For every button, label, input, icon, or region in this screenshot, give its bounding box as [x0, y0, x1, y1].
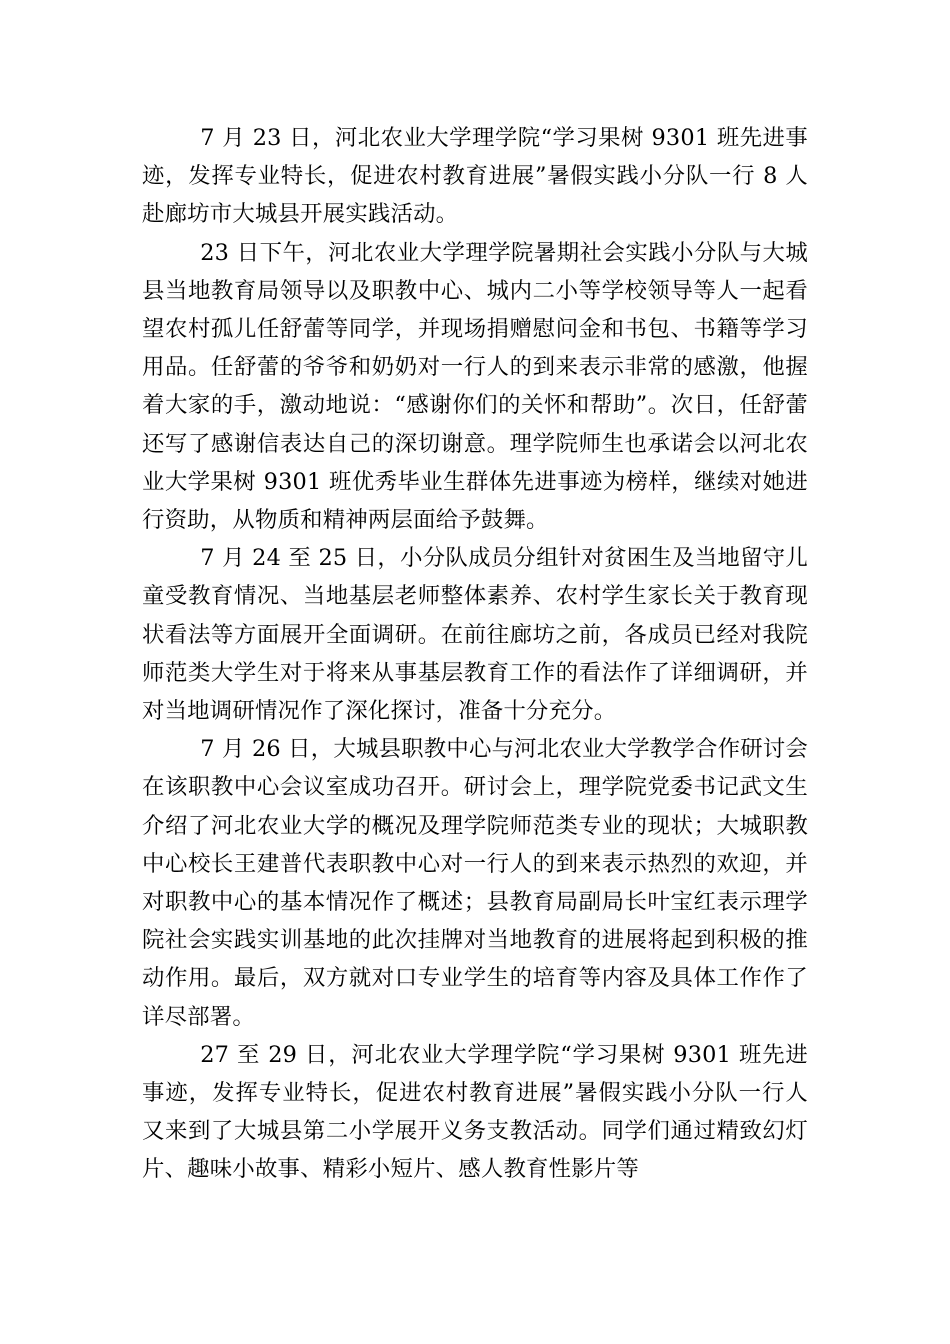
paragraph-1: 7 月 23 日，河北农业大学理学院“学习果树 9301 班先进事迹，发挥专业特长，促进农村教育进展”暑假实践小分队一行 8 人赴廊坊市大城县开展实践活动。	[142, 125, 808, 228]
paragraph-4: 7 月 26 日，大城县职教中心与河北农业大学教学合作研讨会在该职教中心会议室成功召开。研讨会上，理学院党委书记武文生介绍了河北农业大学的概况及理学院师范类专业的现状；大城职教中心校长王建普代表职教中心对一行人的到来表示热烈的欢迎，并对职教中心的基本情况作了概述；县教育局副局长叶宝红表示理学院社会实践实训基地的此次挂牌对当地教育的进展将起到积极的推动作用。最后，双方就对口专业学生的培育等内容及具体工作作了详尽部署。	[142, 736, 808, 1030]
paragraph-3: 7 月 24 至 25 日，小分队成员分组针对贫困生及当地留守儿童受教育情况、当地基层老师整体素养、农村学生家长关于教育现状看法等方面展开全面调研。在前往廊坊之前，各成员已经对我院师范类大学生对于将来从事基层教育工作的看法作了详细调研，并对当地调研情况作了深化探讨，准备十分充分。	[142, 545, 808, 725]
paragraph-2: 23 日下午，河北农业大学理学院暑期社会实践小分队与大城县当地教育局领导以及职教中心、城内二小等学校领导等人一起看望农村孤儿任舒蕾等同学，并现场捐赠慰问金和书包、书籍等学习用品。任舒蕾的爷爷和奶奶对一行人的到来表示非常的感激，他握着大家的手，激动地说：“感谢你们的关怀和帮助”。次日，任舒蕾还写了感谢信表达自己的深切谢意。理学院师生也承诺会以河北农业大学果树 9301 班优秀毕业生群体先进事迹为榜样，继续对她进行资助，从物质和精神两层面给予鼓舞。	[142, 239, 808, 534]
document-page	[142, 119, 808, 1189]
paragraph-5: 27 至 29 日，河北农业大学理学院“学习果树 9301 班先进事迹，发挥专业特长，促进农村教育进展”暑假实践小分队一行人又来到了大城县第二小学展开义务支教活动。同学们通过精致幻灯片、趣味小故事、精彩小短片、感人教育性影片等	[142, 1041, 808, 1183]
